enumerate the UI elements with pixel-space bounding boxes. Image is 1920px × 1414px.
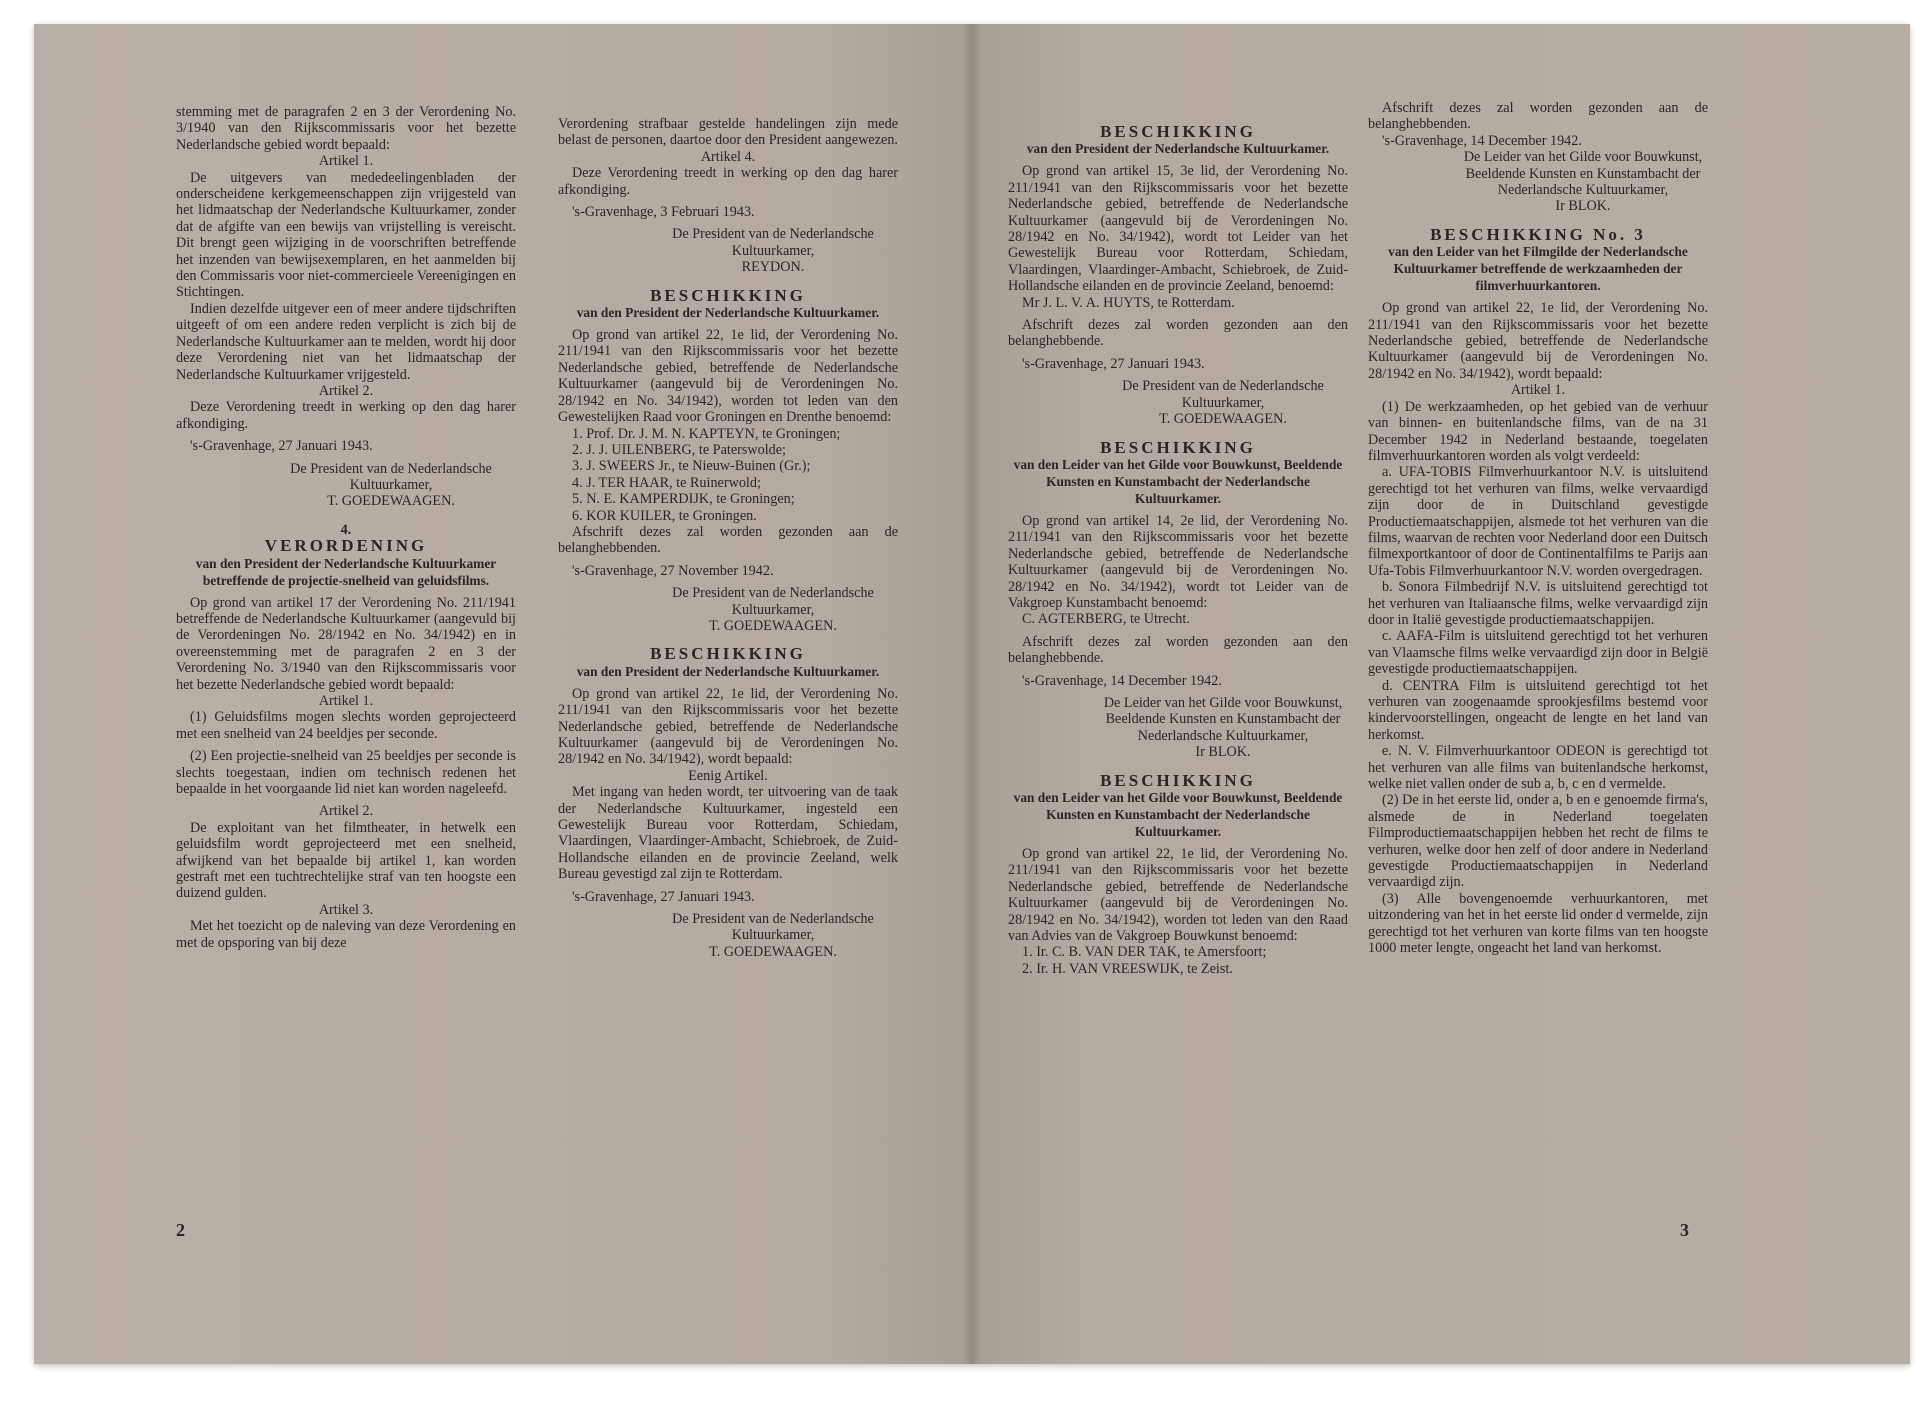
signature-title: De President van de Nederlandsche Kultuurkamer, <box>1122 378 1324 411</box>
right-page-column-1 <box>1008 118 1348 977</box>
article-heading: Artikel 4. <box>700 148 756 165</box>
date-line: 's-Gravenhage, 27 November 1942. <box>572 562 774 579</box>
page-number: 3 <box>1680 1220 1689 1240</box>
section-title: VERORDENING <box>264 536 428 556</box>
right-page <box>972 24 1910 1364</box>
section-subtitle: van den President der Nederlandsche Kultuurkamer. <box>1026 141 1330 157</box>
booklet-spread <box>34 24 1910 1364</box>
paragraph: Afschrift dezes zal worden gezonden aan de belanghebbenden. <box>558 523 898 557</box>
paragraph: Op grond van artikel 22, 1e lid, der Verordening No. 211/1941 van den Rijkscommissaris voor het bezette Nederlandsche gebied, betreffende de Nederlandsche Kultuurkamer (aangevuld bij de Verordeningen No. 28/1942 en No. 34/1942), wordt bepaald: <box>1368 300 1708 382</box>
article-heading: Artikel 1. <box>1510 382 1566 399</box>
section-number: 4. <box>340 521 352 538</box>
paragraph: Op grond van artikel 22, 1e lid, der Verordening No. 211/1941 van den Rijkscommissaris voor het bezette Nederlandsche gebied, betreffende de Nederlandsche Kultuurkamer (aangevuld bij de Verordeningen No. 28/1942 en No. 34/1942), wordt bepaald: <box>558 685 898 768</box>
paragraph: Op grond van artikel 22, 1e lid, der Verordening No. 211/1941 van den Rijkscommissaris voor het bezette Nederlandsche gebied, betreffende de Nederlandsche Kultuurkamer (aangevuld bij de Verordeningen No. 28/1942 en No. 34/1942), worden tot leden van den Raad van Advies van de Vakgroep Bouwkunst benoemd: <box>1008 846 1348 945</box>
date-line: 's-Gravenhage, 3 Februari 1943. <box>572 204 755 221</box>
article-heading: Artikel 2. <box>318 382 374 399</box>
left-page-column-1 <box>176 104 516 951</box>
list-item: 2. J. J. UILENBERG, te Paterswolde; <box>572 441 786 458</box>
paragraph: a. UFA-TOBIS Filmverhuurkantoor N.V. is uitsluitend gerechtigd tot het verhuren van films, welke vervaardigd zijn door de in Duitschland gevestigde Productiemaatschappijen, alsmede tot het verhuren van die films, waarvan de rechten voor Nederland door een Duitsch filmexportkantoor of door de Continentalfilms te Parijs aan Ufa-Tobis Filmverhuurkantoor N.V. worden overgedragen. <box>1368 464 1708 579</box>
signature-title: De President van de Nederlandsche Kultuurkamer, <box>290 460 492 493</box>
paragraph: c. AAFA-Film is uitsluitend gerechtigd tot het verhuren van Vlaamsche films welke vervaardigd zijn door in België gevestigde productiemaatschappijen. <box>1368 628 1708 678</box>
list-item: 1. Prof. Dr. J. M. N. KAPTEYN, te Groningen; <box>572 425 841 442</box>
section-subtitle: van den President der Nederlandsche Kultuurkamer. <box>576 663 880 679</box>
article-heading: Artikel 2. <box>318 803 374 820</box>
page-gutter <box>963 24 981 1364</box>
paragraph: b. Sonora Filmbedrijf N.V. is uitsluitend gerechtigd tot het verhuren van Italiaansche films, welke vervaardigd zijn door in Italië gevestigde productiemaatschappijen. <box>1368 579 1708 628</box>
section-subtitle: van den Leider van het Gilde voor Bouwkunst, Beeldende Kunsten en Kunstambacht der Nederlandsche Kultuurkamer. <box>1013 456 1343 506</box>
signature-title: De President van de Nederlandsche Kultuurkamer, <box>672 911 874 944</box>
paragraph: Afschrift dezes zal worden gezonden aan den belanghebbende. <box>1008 317 1348 350</box>
section-title: BESCHIKKING <box>1100 770 1256 790</box>
list-item: 3. J. SWEERS Jr., te Nieuw-Buinen (Gr.); <box>572 458 811 475</box>
signature-name: T. GOEDEWAAGEN. <box>709 943 837 960</box>
list-item: 2. Ir. H. VAN VREESWIJK, te Zeist. <box>1022 960 1233 977</box>
appointee: C. AGTERBERG, te Utrecht. <box>1022 611 1190 628</box>
section-subtitle: van den Leider van het Filmgilde der Nederlandsche Kultuurkamer betreffende de werkzaamheden der filmverhuurkantoren. <box>1388 244 1688 294</box>
signature-name: T. GOEDEWAAGEN. <box>709 617 837 634</box>
paragraph: e. N. V. Filmverhuurkantoor ODEON is gerechtigd tot het verhuren van alle films van buitenlandsche herkomst, welke niet vallen onder de sub a, b, c en d vermelde. <box>1368 743 1708 793</box>
article-heading: Artikel 1. <box>318 153 374 170</box>
signature-title: De Leider van het Gilde voor Bouwkunst, Beeldende Kunsten en Kunstambacht der Nederlandsche Kultuurkamer, <box>1103 694 1343 744</box>
paragraph: (1) Geluidsfilms mogen slechts worden geprojecteerd met een snelheid van 24 beeldjes per seconde. <box>176 709 516 742</box>
signature-name: REYDON. <box>741 259 805 276</box>
appointee: Mr J. L. V. A. HUYTS, te Rotterdam. <box>1022 294 1235 311</box>
signature-name: T. GOEDEWAAGEN. <box>1159 411 1287 428</box>
signature-name: T. GOEDEWAAGEN. <box>327 493 455 510</box>
section-title: BESCHIKKING <box>650 285 806 305</box>
paragraph: Met het toezicht op de naleving van deze Verordening en met de opsporing van bij deze <box>176 918 516 951</box>
paragraph: (2) Een projectie-snelheid van 25 beeldjes per seconde is slechts toegestaan, indien om technisch redenen het bepaalde in het voorgaande lid niet kan worden nageleefd. <box>176 748 516 798</box>
date-line: 's-Gravenhage, 27 Januari 1943. <box>190 438 373 455</box>
left-page-column-2 <box>558 116 898 960</box>
signature-title: De President van de Nederlandsche Kultuurkamer, <box>672 226 874 259</box>
list-item: 1. Ir. C. B. VAN DER TAK, te Amersfoort; <box>1022 944 1267 961</box>
signature-name: Ir BLOK. <box>1195 744 1251 761</box>
list-item: 6. KOR KUILER, te Groningen. <box>572 507 757 524</box>
section-subtitle: van den President der Nederlandsche Kultuurkamer. <box>576 305 880 321</box>
date-line: 's-Gravenhage, 14 December 1942. <box>1022 672 1222 689</box>
list-item: 5. N. E. KAMPERDIJK, te Groningen; <box>572 491 795 508</box>
paragraph: Deze Verordening treedt in werking op den dag harer afkondiging. <box>176 399 516 432</box>
paragraph: De exploitant van het filmtheater, in hetwelk een geluidsfilm wordt geprojecteerd met een snelheid, afwijkend van het bepaalde bij artikel 1, kan worden gestraft met een tuchtrechtelijke straf van ten hoogste een duizend gulden. <box>176 819 516 902</box>
left-page <box>34 24 972 1364</box>
paragraph: Deze Verordening treedt in werking op den dag harer afkondiging. <box>558 165 898 198</box>
signature-name: Ir BLOK. <box>1555 198 1611 215</box>
paragraph: (2) De in het eerste lid, onder a, b en e genoemde firma's, alsmede de in Nederland toegelaten Filmproductiemaatschappijen hebben het recht de films te verhuren, welke door hen zelf of door andere in Nederland gevestigde Productiemaatschappijen in Nederland vervaardigd zijn. <box>1368 792 1708 891</box>
date-line: 's-Gravenhage, 14 December 1942. <box>1382 132 1582 149</box>
paragraph: Indien dezelfde uitgever een of meer andere tijdschriften uitgeeft of om een andere reden verplicht is zich bij de Nederlandsche Kultuurkamer aan te melden, wordt hij door deze Verordening niet van het lidmaatschap der Nederlandsche Kultuurkamer vrijgesteld. <box>176 300 516 383</box>
article-heading: Artikel 1. <box>318 693 374 709</box>
paragraph: Op grond van artikel 14, 2e lid, der Verordening No. 211/1941 van den Rijkscommissaris voor het bezette Nederlandsche gebied, betreffende de Nederlandsche Kultuurkamer (aangevuld bij de Verordeningen No. 28/1942 en No. 34/1942), wordt tot Leider van de Vakgroep Kunstambacht benoemd: <box>1008 512 1348 611</box>
page-number: 2 <box>176 1220 185 1240</box>
signature-title: De President van de Nederlandsche Kultuurkamer, <box>672 585 874 618</box>
paragraph: Met ingang van heden wordt, ter uitvoering van de taak der Nederlandsche Kultuurkamer, ingesteld een Gewestelijk Bureau voor Rotterdam, Schiedam, Vlaardingen, Vlaardinger-Ambacht, Schiebroek, de Zuid-Hollandsche eilanden en de provincie Zeeland, welk Bureau gevestigd zal zijn te Rotterdam. <box>558 784 898 883</box>
article-heading: Artikel 3. <box>318 901 374 918</box>
section-title: BESCHIKKING <box>1100 437 1256 457</box>
paragraph: stemming met de paragrafen 2 en 3 der Verordening No. 3/1940 van den Rijkscommissaris voor het bezette Nederlandsche gebied wordt bepaald: <box>176 104 516 153</box>
signature-title: De Leider van het Gilde voor Bouwkunst, Beeldende Kunsten en Kunstambacht der Nederlandsche Kultuurkamer, <box>1463 149 1703 199</box>
section-title: BESCHIKKING <box>1100 122 1256 141</box>
paragraph: De uitgevers van mededeelingenbladen der onderscheidene kerkgemeenschappen zijn vrijgesteld van het lidmaatschap der Nederlandsche Kultuurkamer, zonder dat de afgifte van een bewijs van vrijstelling is vereischt. Dit brengt geen wijziging in de voorschriften betreffende het inzenden van bewijsexemplaren, en het aanmelden bij den Commissaris voor niet-commercieele Vereenigingen en Stichtingen. <box>176 169 516 301</box>
paragraph: Afschrift dezes zal worden gezonden aan den belanghebbende. <box>1008 633 1348 667</box>
section-subtitle: van den President der Nederlandsche Kultuurkamer betreffende de projectie-snelheid van geluidsfilms. <box>195 555 497 588</box>
paragraph: (3) Alle bovengenoemde verhuurkantoren, met uitzondering van het in het eerste lid onder d vermelde, zijn gerechtigd tot het verhuren van korte films van ten hoogste 1000 meter lengte, ongeacht het land van herkomst. <box>1368 890 1708 957</box>
paragraph: Op grond van artikel 15, 3e lid, der Verordening No. 211/1941 van den Rijkscommissaris voor het bezette Nederlandsche gebied, betreffende de Nederlandsche Kultuurkamer (aangevuld bij de Verordeningen No. 28/1942 en No. 34/1942), wordt tot Leider van het Gewestelijk Bureau voor Rotterdam, Schiedam, Vlaardingen, Vlaardinger-Ambacht, Schiebroek, de Zuid-Hollandsche eilanden en de provincie Zeeland, benoemd: <box>1008 163 1348 295</box>
date-line: 's-Gravenhage, 27 Januari 1943. <box>1022 355 1205 372</box>
right-page-column-2 <box>1368 100 1708 957</box>
paragraph: (1) De werkzaamheden, op het gebied van de verhuur van binnen- en buitenlandsche films, van de na 31 December 1942 in Nederland bestaande, toegelaten filmverhuurkantoren worden als volgt verdeeld: <box>1368 398 1708 464</box>
date-line: 's-Gravenhage, 27 Januari 1943. <box>572 888 755 905</box>
paragraph: Op grond van artikel 22, 1e lid, der Verordening No. 211/1941 van den Rijkscommissaris voor het bezette Nederlandsche gebied, betreffende de Nederlandsche Kultuurkamer (aangevuld bij de Verordeningen No. 28/1942 en No. 34/1942), worden tot leden van den Gewestelijken Raad voor Groningen en Drenthe benoemd: <box>558 327 898 426</box>
list-item: 4. J. TER HAAR, te Ruinerwold; <box>572 474 761 491</box>
paragraph: Afschrift dezes zal worden gezonden aan de belanghebbenden. <box>1368 100 1708 133</box>
paragraph: d. CENTRA Film is uitsluitend gerechtigd tot het verhuren van zoogenaamde sprookjesfilms bestemd voor kindervoorstellingen, ongeacht de lengte en het land van herkomst. <box>1368 677 1708 743</box>
section-title: BESCHIKKING <box>650 644 806 664</box>
paragraph: Op grond van artikel 17 der Verordening No. 211/1941 betreffende de Nederlandsche Kultuurkamer (aangevuld bij de Verordeningen No. 28/1942 en No. 34/1942) en in overeenstemming met de paragrafen 2 en 3 der Verordening No. 3/1940 van den Rijkscommissaris voor het bezette Nederlandsche gebied wordt bepaald: <box>176 594 516 693</box>
paragraph: Verordening strafbaar gestelde handelingen zijn mede belast de personen, daartoe door den President aangewezen. <box>558 116 898 149</box>
section-title: BESCHIKKING No. 3 <box>1430 224 1646 244</box>
section-subtitle: van den Leider van het Gilde voor Bouwkunst, Beeldende Kunsten en Kunstambacht der Nederlandsche Kultuurkamer. <box>1013 790 1343 839</box>
article-heading: Eenig Artikel. <box>688 767 768 784</box>
